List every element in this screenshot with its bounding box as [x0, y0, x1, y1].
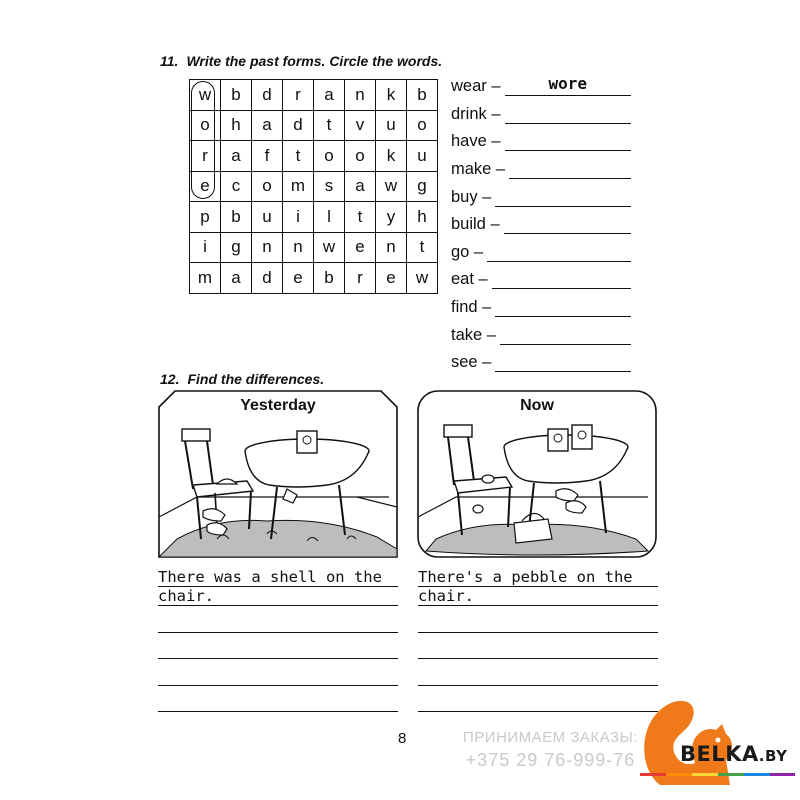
grid-cell: o: [314, 141, 345, 172]
grid-cell: b: [314, 263, 345, 294]
grid-cell: o: [345, 141, 376, 172]
logo-tld: .BY: [758, 747, 788, 765]
grid-cell: y: [376, 202, 407, 233]
logo-wordmark: [680, 742, 787, 766]
past-form-row: [451, 156, 641, 184]
past-form-row: [451, 101, 641, 129]
exercise-12-heading: [160, 371, 324, 387]
writing-line[interactable]: [418, 686, 658, 713]
grid-cell: u: [376, 111, 407, 142]
answer-line[interactable]: [505, 74, 631, 96]
grid-cell: e: [283, 263, 314, 294]
watermark-line-2: +375 29 76-999-76: [465, 750, 636, 770]
writing-line[interactable]: [158, 686, 398, 713]
grid-cell: g: [221, 233, 252, 264]
grid-cell: f: [252, 141, 283, 172]
grid-cell: i: [190, 233, 221, 264]
grid-cell: c: [221, 172, 252, 203]
grid-cell: d: [252, 80, 283, 111]
grid-cell: u: [252, 202, 283, 233]
exercise-11-number: 11.: [160, 53, 179, 69]
writing-line[interactable]: [158, 633, 398, 660]
grid-cell: n: [376, 233, 407, 264]
writing-line[interactable]: [418, 633, 658, 660]
past-form-row: [451, 266, 641, 294]
past-forms-list: [451, 73, 641, 377]
grid-cell: u: [407, 141, 438, 172]
logo-rainbow-stripe: [640, 773, 795, 776]
grid-cell: t: [283, 141, 314, 172]
writing-line[interactable]: There was a shell on the: [158, 562, 398, 587]
grid-cell: e: [190, 172, 221, 203]
verb-label: take –: [451, 325, 496, 344]
now-picture: [416, 389, 658, 559]
verb-label: buy –: [451, 187, 492, 206]
grid-cell: v: [345, 111, 376, 142]
grid-cell: e: [376, 263, 407, 294]
verb-label: build –: [451, 215, 500, 234]
writing-line[interactable]: There's a pebble on the: [418, 562, 658, 587]
answer-line[interactable]: [505, 132, 631, 151]
answer-line[interactable]: [500, 326, 631, 345]
grid-cell: s: [314, 172, 345, 203]
writing-line[interactable]: chair.: [418, 587, 658, 606]
written-answer: wore: [548, 74, 588, 94]
grid-cell: m: [190, 263, 221, 294]
writing-line[interactable]: [418, 659, 658, 686]
answer-line[interactable]: [495, 188, 631, 207]
grid-cell: t: [314, 111, 345, 142]
verb-label: find –: [451, 298, 492, 317]
exercise-12-number: 12.: [160, 371, 180, 387]
exercise-11-instruction: Write the past forms. Circle the words.: [186, 53, 443, 69]
past-form-row: [451, 128, 641, 156]
grid-cell: e: [345, 233, 376, 264]
grid-cell: g: [407, 172, 438, 203]
grid-cell: w: [376, 172, 407, 203]
yesterday-picture: [157, 389, 399, 559]
answer-line[interactable]: [487, 243, 631, 262]
grid-cell: k: [376, 141, 407, 172]
past-form-row: [451, 349, 641, 377]
answer-line[interactable]: [509, 160, 631, 179]
grid-cell: k: [376, 80, 407, 111]
grid-cell: n: [252, 233, 283, 264]
watermark-line-1: ПРИНИМАЕМ ЗАКАЗЫ:: [463, 729, 638, 746]
grid-cell: r: [190, 141, 221, 172]
grid-cell: w: [314, 233, 345, 264]
writing-line[interactable]: chair.: [158, 587, 398, 606]
grid-cell: p: [190, 202, 221, 233]
past-form-row: [451, 73, 641, 101]
answer-line[interactable]: [504, 215, 631, 234]
verb-label: eat –: [451, 270, 488, 289]
grid-cell: o: [407, 111, 438, 142]
grid-cell: w: [190, 80, 221, 111]
grid-cell: w: [407, 263, 438, 294]
verb-label: go –: [451, 242, 484, 261]
grid-cell: r: [283, 80, 314, 111]
watermark-text: [463, 727, 638, 771]
now-answer-lines: [418, 562, 658, 712]
answer-line[interactable]: [495, 353, 631, 372]
grid-cell: n: [283, 233, 314, 264]
grid-cell: r: [345, 263, 376, 294]
grid-cell: o: [190, 111, 221, 142]
page-number: 8: [398, 730, 407, 747]
verb-label: make –: [451, 160, 506, 179]
grid-cell: i: [283, 202, 314, 233]
past-form-row: [451, 183, 641, 211]
grid-cell: l: [314, 202, 345, 233]
verb-label: have –: [451, 132, 501, 151]
past-form-row: [451, 294, 641, 322]
yesterday-title: Yesterday: [240, 397, 316, 414]
past-form-row: [451, 321, 641, 349]
past-form-row: [451, 211, 641, 239]
grid-cell: d: [283, 111, 314, 142]
grid-cell: b: [221, 202, 252, 233]
verb-label: wear –: [451, 77, 501, 96]
writing-line[interactable]: [158, 606, 398, 633]
now-title: Now: [520, 397, 554, 414]
verb-label: drink –: [451, 104, 501, 123]
grid-cell: d: [252, 263, 283, 294]
grid-cell: a: [345, 172, 376, 203]
answer-line[interactable]: [495, 298, 631, 317]
writing-line[interactable]: [158, 659, 398, 686]
yesterday-answer-lines: [158, 562, 398, 712]
grid-cell: t: [345, 202, 376, 233]
answer-line[interactable]: [505, 105, 631, 124]
grid-cell: b: [221, 80, 252, 111]
grid-cell: h: [221, 111, 252, 142]
exercise-11-heading: [160, 53, 442, 69]
grid-cell: t: [407, 233, 438, 264]
grid-cell: a: [221, 263, 252, 294]
answer-line[interactable]: [492, 270, 631, 289]
logo-name: BELKA: [680, 742, 759, 766]
grid-cell: b: [407, 80, 438, 111]
word-search-grid: [189, 79, 438, 294]
verb-label: see –: [451, 353, 492, 372]
grid-cell: n: [345, 80, 376, 111]
grid-cell: a: [314, 80, 345, 111]
past-form-row: [451, 239, 641, 267]
grid-cell: m: [283, 172, 314, 203]
writing-line[interactable]: [418, 606, 658, 633]
grid-cell: o: [252, 172, 283, 203]
grid-cell: h: [407, 202, 438, 233]
grid-cell: a: [252, 111, 283, 142]
grid-cell: a: [221, 141, 252, 172]
exercise-12-instruction: Find the differences.: [187, 371, 325, 387]
